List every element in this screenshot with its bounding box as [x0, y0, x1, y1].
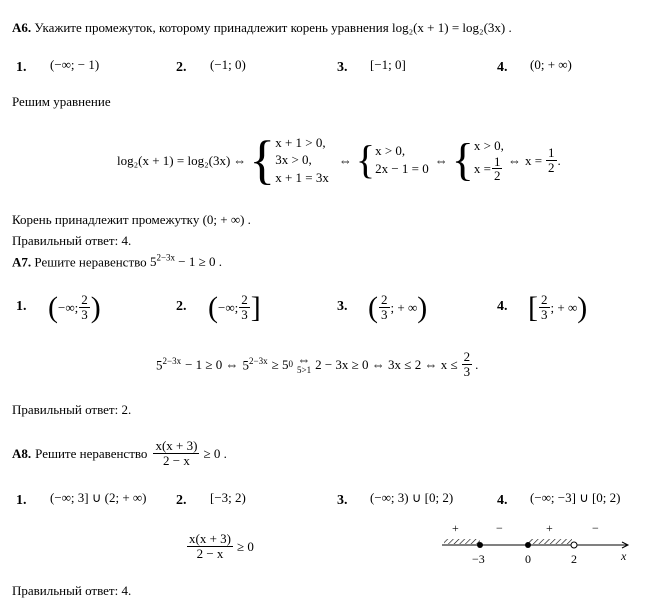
a6-solution: log₂(x + 1) = log₂(3x) ⇔ { x + 1 > 0, 3x > 0, x + 1 = 3x ⇔ { x > 0, 2x − 1 = 0 ⇔ { x > 0, x = $\frac{1}{2}$ ⇔ x = $\frac{1}{2}$ .: [117, 129, 561, 190]
a6-brace-3: {: [451, 134, 474, 186]
a7-question-text: Решите неравенство: [34, 254, 147, 270]
a6-option-2-num: 2.: [176, 60, 187, 75]
point-0: [525, 542, 531, 548]
sign-4: −: [592, 521, 599, 535]
a6-system-3: x > 0, x = $\frac{1}{2}$: [473, 138, 504, 184]
a8-question: А8. Решите неравенство $\frac{x(x + 3)}{2 - x}$ ≥ 0 .: [12, 437, 227, 468]
a6-option-2-value: (−1; 0): [210, 57, 246, 72]
a8-option-1-value: (−∞; 3] ∪ (2; + ∞): [50, 490, 147, 505]
label-minus-3: −3: [472, 552, 485, 566]
a8-option-2-num: 2.: [176, 493, 187, 508]
a8-option-1-num: 1.: [16, 493, 27, 508]
label-0: 0: [525, 552, 531, 566]
a6-option-3-value: [−1; 0]: [370, 57, 406, 72]
a6-option-3-num: 3.: [337, 60, 348, 75]
a7-option-4-num: 4.: [497, 299, 508, 314]
label-2: 2: [571, 552, 577, 566]
hatched-interval-0-to-2: [528, 539, 572, 544]
a6-answer: Правильный ответ: 4.: [12, 233, 132, 248]
a6-system-2: x > 0, 2x − 1 = 0: [375, 143, 429, 176]
a6-brace-1: {: [249, 129, 276, 190]
a6-option-1-num: 1.: [16, 60, 27, 75]
a7-option-1-num: 1.: [16, 299, 27, 314]
a7-option-1-value: ( −∞; $\frac{2}{3}$ ): [48, 290, 101, 324]
axis-label-x: x: [621, 549, 627, 563]
a8-option-4-value: (−∞; −3] ∪ [0; 2): [530, 490, 621, 505]
a7-question: А7. Решите неравенство $5^{2-3x} - 1 \ge 0$ .: [12, 253, 222, 270]
a8-question-text: Решите неравенство: [35, 445, 148, 461]
a7-option-4-value: [ $\frac{2}{3}$ ; + ∞ ): [528, 290, 588, 324]
a7-option-2-num: 2.: [176, 299, 187, 314]
a8-option-4-num: 4.: [497, 493, 508, 508]
a8-number-line: [440, 518, 640, 568]
a6-option-1-value: (−∞; − 1): [50, 57, 100, 72]
a7-option-2-value: ( −∞; $\frac{2}{3}$ ]: [208, 290, 261, 324]
point-minus-3: [477, 542, 483, 548]
a6-tag: А6.: [12, 20, 32, 35]
a6-question-text: Укажите промежуток, которому принадлежит корень уравнения: [34, 20, 389, 35]
a7-option-3-num: 3.: [337, 299, 348, 314]
a6-system-1: x + 1 > 0, 3x > 0, x + 1 = 3x: [275, 134, 329, 185]
a6-question: А6. Укажите промежуток, которому принадлежит корень уравнения log₂(x + 1) = log₂(3x) .: [12, 20, 512, 35]
sign-1: +: [452, 521, 459, 535]
a7-solution: $5^{2-3x}$ − 1 ≥ 0 ⇔ $5^{2-3x}$ ≥ 5 0 ⇔ 5>1 2 − 3x ≥ 0 ⇔ 3x ≤ 2 ⇔ x ≤ $\frac{2}{3}$ .: [156, 348, 479, 379]
a8-tag: А8.: [12, 445, 32, 461]
a6-option-4-num: 4.: [497, 60, 508, 75]
a8-answer: Правильный ответ: 4.: [12, 583, 132, 598]
a8-option-3-value: (−∞; 3) ∪ [0; 2): [370, 490, 454, 505]
a7-tag: А7.: [12, 254, 32, 270]
a6-brace-2: {: [355, 137, 376, 182]
point-2: [571, 542, 577, 548]
sign-2: −: [496, 521, 503, 535]
a6-solution-start: log₂(x + 1) = log₂(3x): [117, 152, 231, 168]
a6-option-4-value: (0; + ∞): [530, 57, 572, 72]
sign-3: +: [546, 521, 553, 535]
a6-belongs: Корень принадлежит промежутку (0; + ∞) .: [12, 212, 251, 227]
a6-equation: log₂(x + 1) = log₂(3x): [391, 20, 506, 35]
a8-solution: $\frac{x(x + 3)}{2 - x}$ ≥ 0: [189, 530, 254, 561]
a8-option-3-num: 3.: [337, 493, 348, 508]
a8-option-2-value: [−3; 2): [210, 490, 246, 505]
a7-option-3-value: ( $\frac{2}{3}$ ; + ∞ ): [368, 290, 428, 324]
a6-solve-intro: Решим уравнение: [12, 94, 111, 109]
a7-answer: Правильный ответ: 2.: [12, 402, 132, 417]
hatched-interval-neg-inf-to-minus-three: [444, 539, 480, 544]
